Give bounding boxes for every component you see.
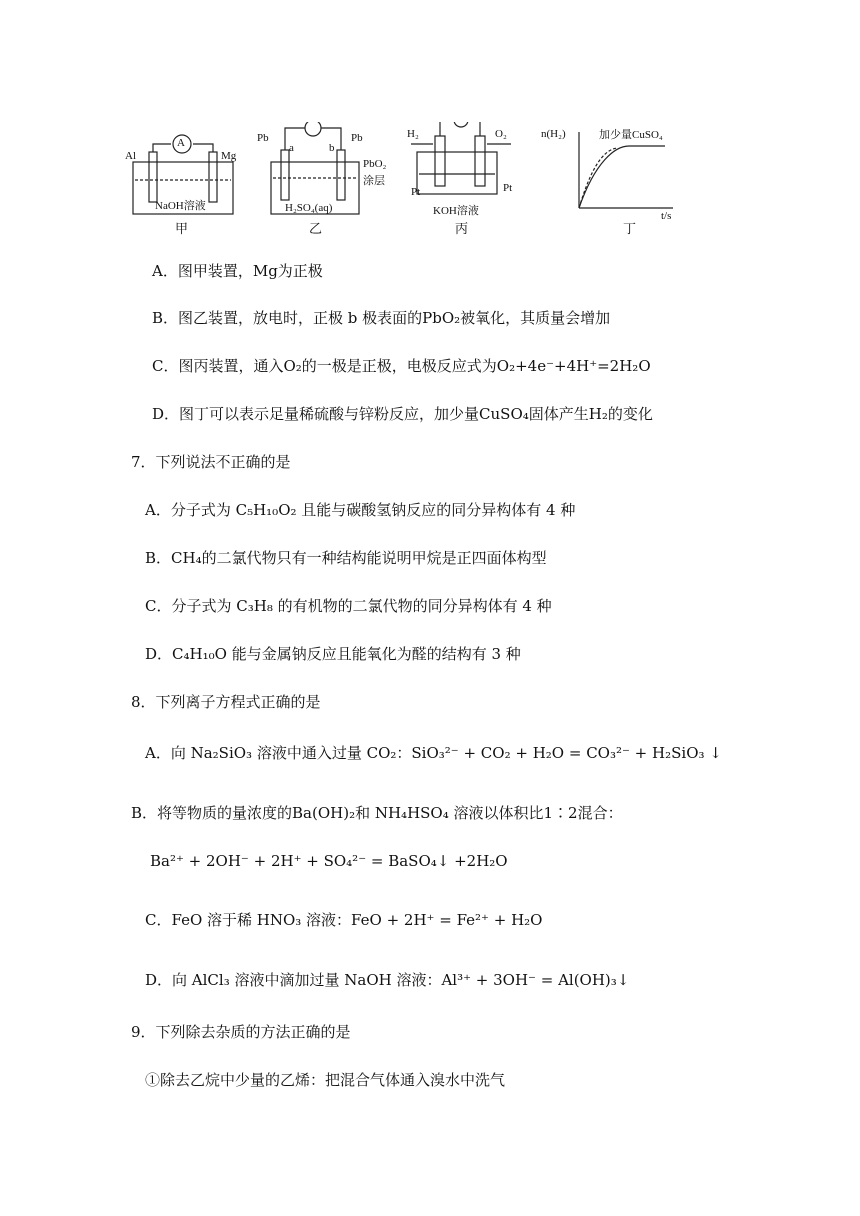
jia-label: 甲 xyxy=(175,222,189,237)
q8-option-a: A．向 Na₂SiO₃ 溶液中通入过量 CO₂：SiO₃²⁻ + CO₂ + H₂O = CO₃²⁻ + H₂SiO₃ ↓ xyxy=(145,744,722,762)
bing-h2: H₂ xyxy=(407,128,419,140)
yi-coat: PbO₂ xyxy=(363,158,387,170)
yi-left: Pb xyxy=(257,132,269,144)
yi-coat2: 涂层 xyxy=(363,175,385,187)
bing-o2: O₂ xyxy=(495,128,507,140)
jia-left-metal: Al xyxy=(125,150,136,162)
ding-ylabel: n(H₂) xyxy=(541,128,566,140)
q7-option-a: A．分子式为 C₅H₁₀O₂ 且能与碳酸氢钠反应的同分异构体有 4 种 xyxy=(145,501,576,519)
q9-item-1: ①除去乙烷中少量的乙烯：把混合气体通入溴水中洗气 xyxy=(145,1071,506,1089)
figure-row xyxy=(125,122,685,240)
q6-option-b: B．图乙装置，放电时，正极 b 极表面的PbO₂被氧化，其质量会增加 xyxy=(152,309,611,327)
q8-option-c: C．FeO 溶于稀 HNO₃ 溶液：FeO + 2H⁺ = Fe²⁺ + H₂O xyxy=(145,911,543,929)
q8-option-d: D．向 AlCl₃ 溶液中滴加过量 NaOH 溶液：Al³⁺ + 3OH⁻ = Al(OH)₃↓ xyxy=(145,971,630,989)
jia-right-metal: Mg xyxy=(221,150,237,162)
q6-option-a: A．图甲装置，Mg为正极 xyxy=(152,262,323,280)
yi-right: Pb xyxy=(351,132,363,144)
ding-legend: 加少量CuSO₄ xyxy=(599,129,663,141)
q7-option-c: C．分子式为 C₃H₈ 的有机物的二氯代物的同分异构体有 4 种 xyxy=(145,597,552,615)
bing-solution: KOH溶液 xyxy=(433,205,479,217)
q9-stem: 9．下列除去杂质的方法正确的是 xyxy=(131,1023,351,1041)
yi-label: 乙 xyxy=(309,222,323,237)
q8-stem: 8．下列离子方程式正确的是 xyxy=(131,693,321,711)
q8-option-b: B．将等物质的量浓度的Ba(OH)₂和 NH₄HSO₄ 溶液以体积比1∶2混合： xyxy=(131,804,623,822)
q7-stem: 7．下列说法不正确的是 xyxy=(131,453,291,471)
jia-meter: A xyxy=(177,137,185,149)
bing-pt-right: Pt xyxy=(503,182,513,194)
yi-b: b xyxy=(329,142,335,154)
yi-a: a xyxy=(289,142,294,154)
yi-solution: H₂SO₄(aq) xyxy=(285,202,333,214)
bing-pt-left: Pt xyxy=(411,186,421,198)
q7-option-d: D．C₄H₁₀O 能与金属钠反应且能氧化为醛的结构有 3 种 xyxy=(145,645,521,663)
bing-label: 丙 xyxy=(455,222,469,237)
q8-option-b-equation: Ba²⁺ + 2OH⁻ + 2H⁺ + SO₄²⁻ = BaSO₄↓ +2H₂O xyxy=(150,852,508,870)
q7-option-b: B．CH₄的二氯代物只有一种结构能说明甲烷是正四面体构型 xyxy=(145,549,547,567)
jia-solution: NaOH溶液 xyxy=(155,200,206,212)
q6-option-c: C．图丙装置，通入O₂的一极是正极，电极反应式为O₂+4e⁻+4H⁺=2H₂O xyxy=(152,357,651,375)
q6-option-d: D．图丁可以表示足量稀硫酸与锌粉反应，加少量CuSO₄固体产生H₂的变化 xyxy=(152,405,653,423)
ding-xlabel: t/s xyxy=(661,210,672,222)
ding-label: 丁 xyxy=(623,222,637,237)
